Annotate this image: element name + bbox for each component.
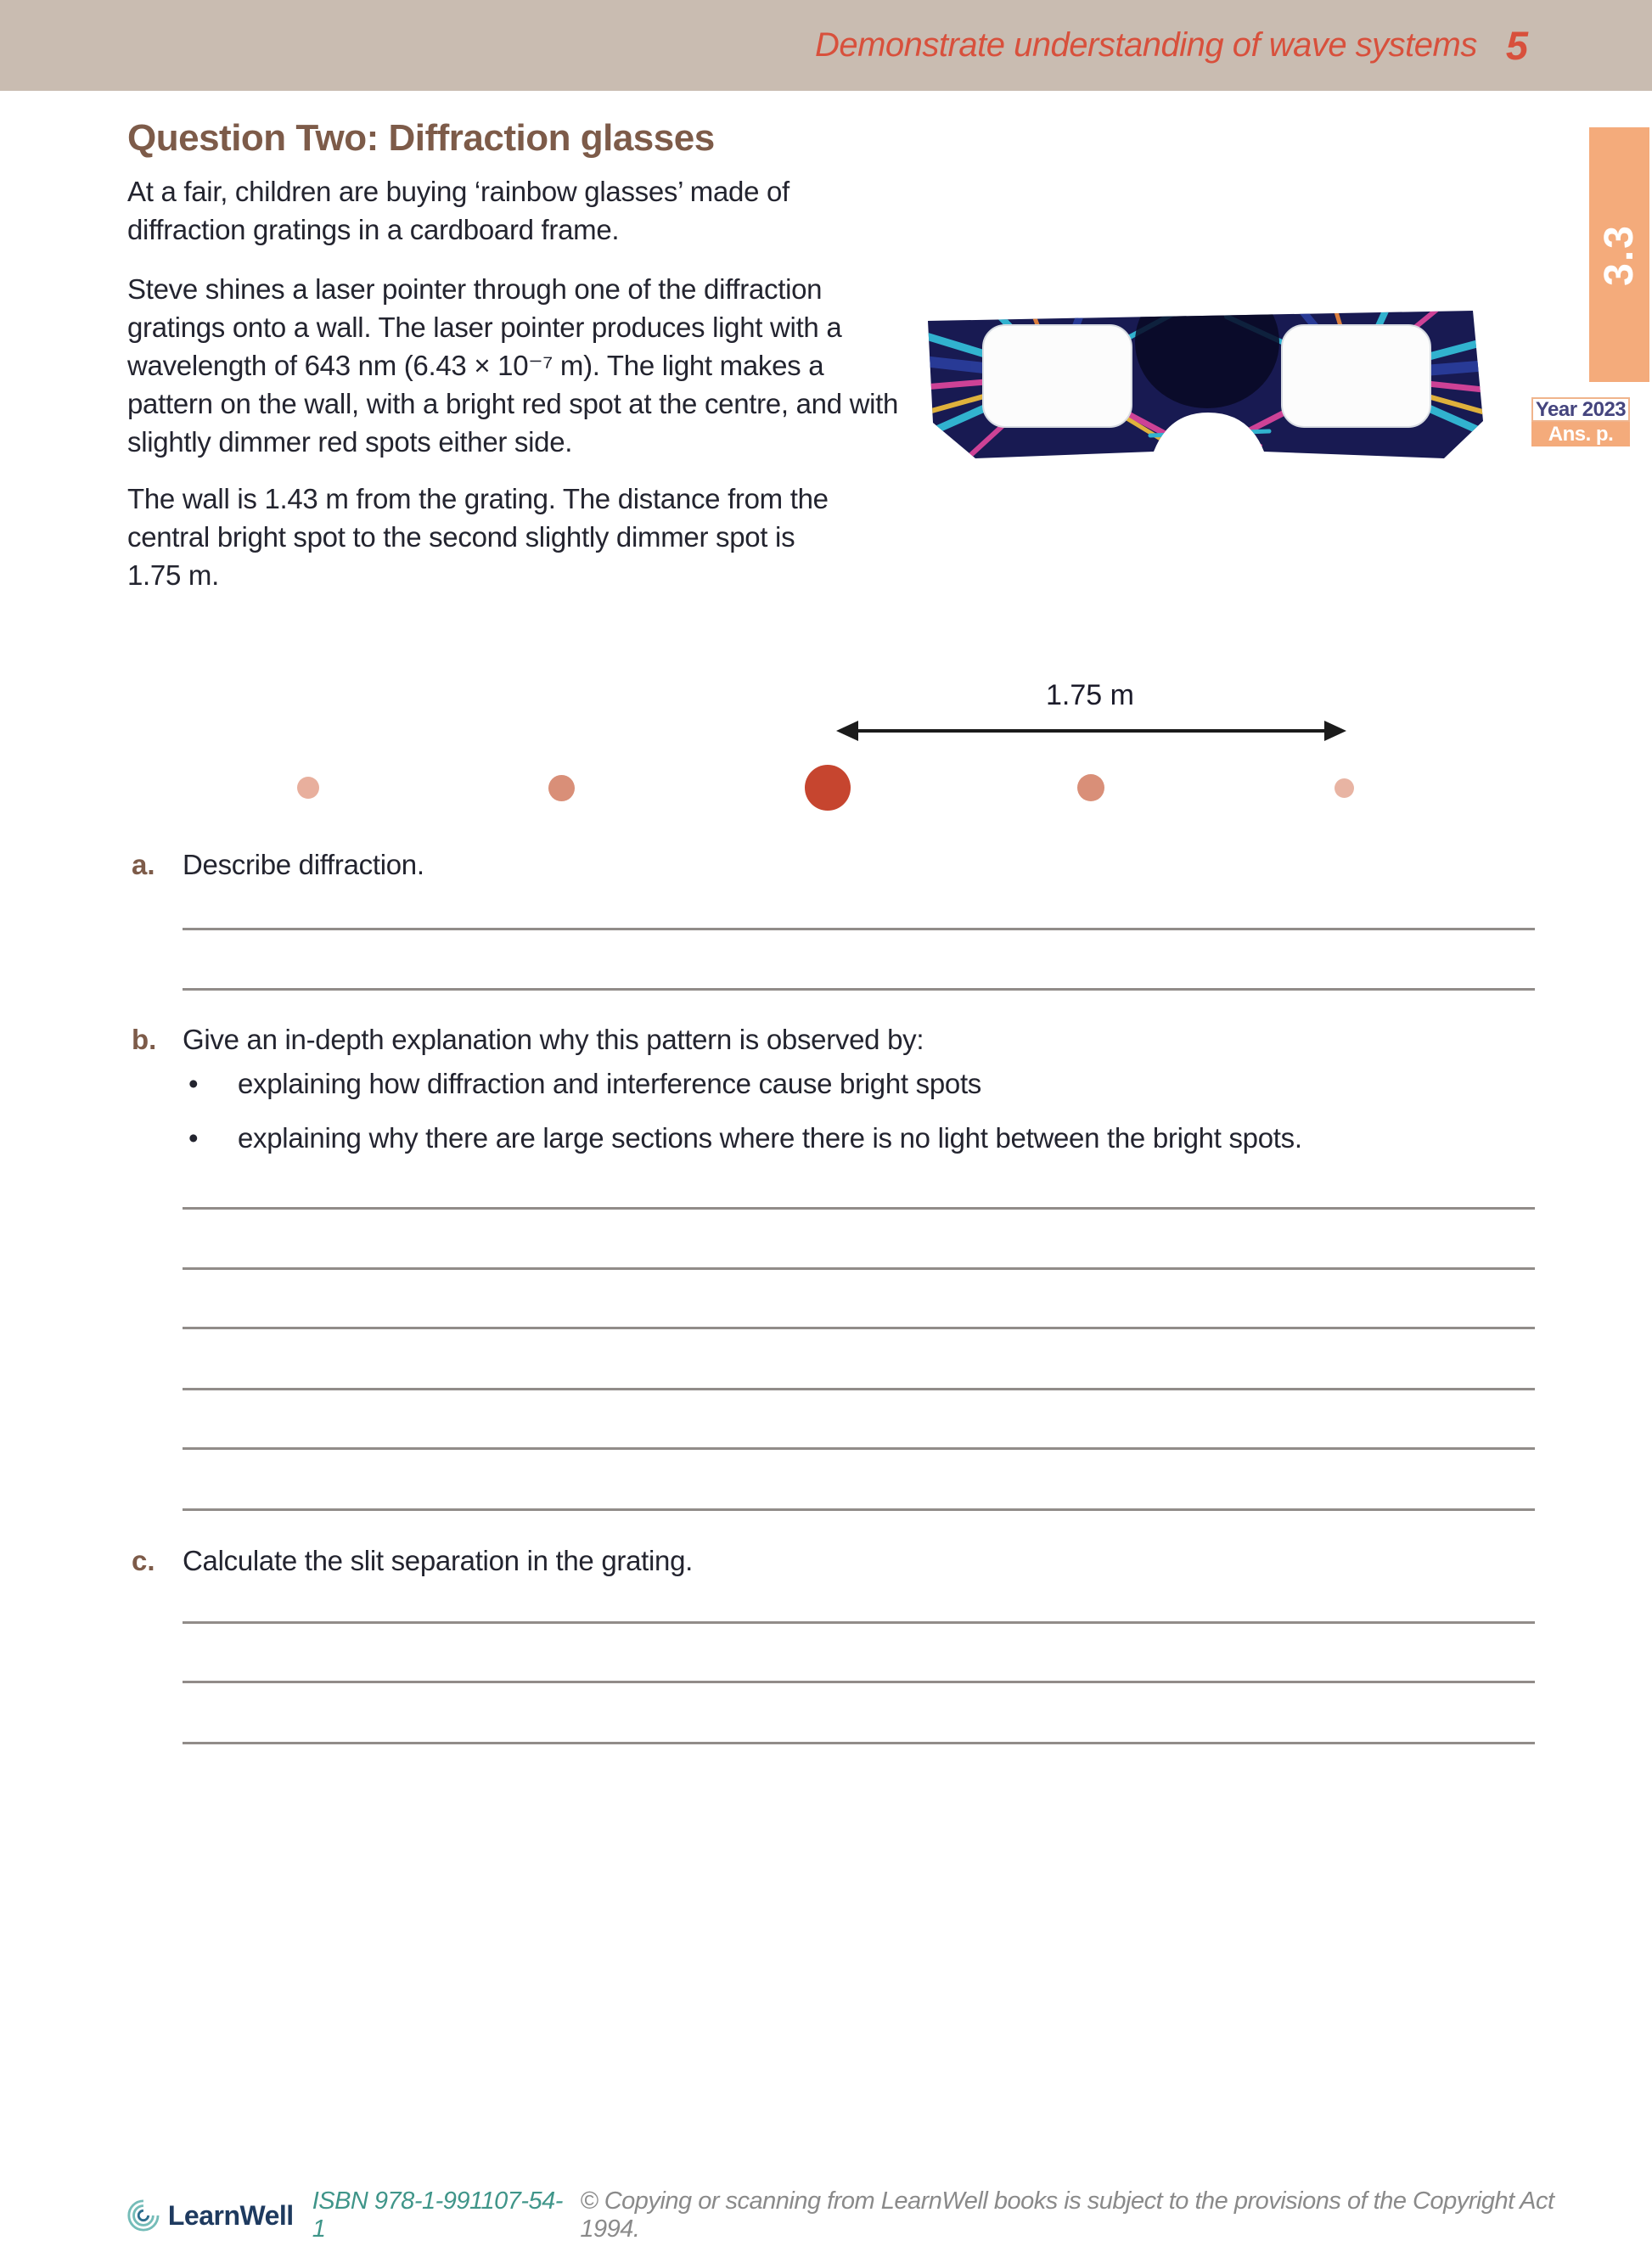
answer-line-a-2[interactable]: [183, 988, 1535, 991]
answer-line-b-6[interactable]: [183, 1508, 1535, 1511]
arrow-left-head-icon: [836, 721, 858, 741]
header-title: Demonstrate understanding of wave systems: [814, 26, 1477, 64]
intro-paragraph: At a fair, children are buying ‘rainbow glasses’ made of diffraction gratings in a cardboard frame.: [127, 176, 789, 245]
brand-name: LearnWell: [167, 2199, 294, 2231]
bullet-icon: •: [188, 1068, 199, 1099]
diffraction-spot: [1335, 778, 1354, 798]
part-a-letter: a.: [132, 849, 155, 880]
glasses-graphic: [921, 295, 1498, 465]
answer-line-b-2[interactable]: [183, 1267, 1535, 1270]
part-b-letter: b.: [132, 1024, 157, 1055]
header-band: [0, 0, 1652, 91]
part-a-prompt: Describe diffraction.: [183, 849, 424, 880]
footer: [126, 2187, 1569, 2243]
question-title: Question Two: Diffraction glasses: [127, 117, 715, 159]
badge-answer-page: Ans. p. 127: [1531, 422, 1630, 446]
section-tab-label: 3.3: [1597, 223, 1643, 286]
part-c-prompt: Calculate the slit separation in the grating.: [183, 1545, 694, 1576]
diffraction-glasses-image: [921, 295, 1498, 465]
answer-badge: [1531, 397, 1630, 470]
answer-line-c-2[interactable]: [183, 1681, 1535, 1683]
intro-paragraph: Steve shines a laser pointer through one of the diffraction gratings onto a wall. The laser pointer produces light with a wavelength of 643 nm (6.43 × 10⁻⁷ m). The light makes a pattern on the wall, with a bright red spot at the centre, and with slightly dimmer red spots either side.: [127, 273, 899, 458]
bullet-icon: •: [188, 1122, 199, 1154]
section-tab-3-3: [1589, 127, 1649, 382]
diffraction-spot: [548, 775, 575, 801]
learnwell-logo-icon: [126, 2197, 161, 2234]
page-number: 5: [1505, 23, 1528, 68]
badge-year: Year 2023: [1531, 397, 1630, 422]
answer-line-b-5[interactable]: [183, 1447, 1535, 1450]
answer-line-b-4[interactable]: [183, 1388, 1535, 1390]
right-lens: [1282, 325, 1430, 427]
part-b-prompt: Give an in-depth explanation why this pattern is observed by:: [183, 1024, 924, 1055]
part-b-bullet: explaining why there are large sections where there is no light between the bright spots.: [238, 1122, 1302, 1154]
part-c-letter: c.: [132, 1545, 155, 1576]
intro-paragraph: The wall is 1.43 m from the grating. The distance from the central bright spot to the second slightly dimmer spot is 1.75 m.: [127, 483, 829, 591]
left-lens: [983, 325, 1132, 427]
diffraction-spot: [805, 765, 851, 811]
copyright-text: © Copying or scanning from LearnWell books is subject to the provisions of the Copyright Act 1994.: [580, 2187, 1554, 2243]
diffraction-spot: [297, 777, 319, 799]
answer-line-b-1[interactable]: [183, 1207, 1535, 1210]
isbn-text: ISBN 978-1-991107-54-1: [312, 2187, 563, 2243]
answer-line-a-1[interactable]: [183, 928, 1535, 930]
diffraction-spot: [1077, 774, 1104, 801]
answer-line-c-1[interactable]: [183, 1621, 1535, 1624]
part-b-bullet: explaining how diffraction and interference cause bright spots: [238, 1068, 982, 1099]
answer-line-c-3[interactable]: [183, 1742, 1535, 1744]
distance-label: 1.75 m: [1046, 679, 1134, 711]
arrow-right-head-icon: [1324, 721, 1346, 741]
distance-arrow: [840, 729, 1341, 733]
answer-line-b-3[interactable]: [183, 1327, 1535, 1329]
